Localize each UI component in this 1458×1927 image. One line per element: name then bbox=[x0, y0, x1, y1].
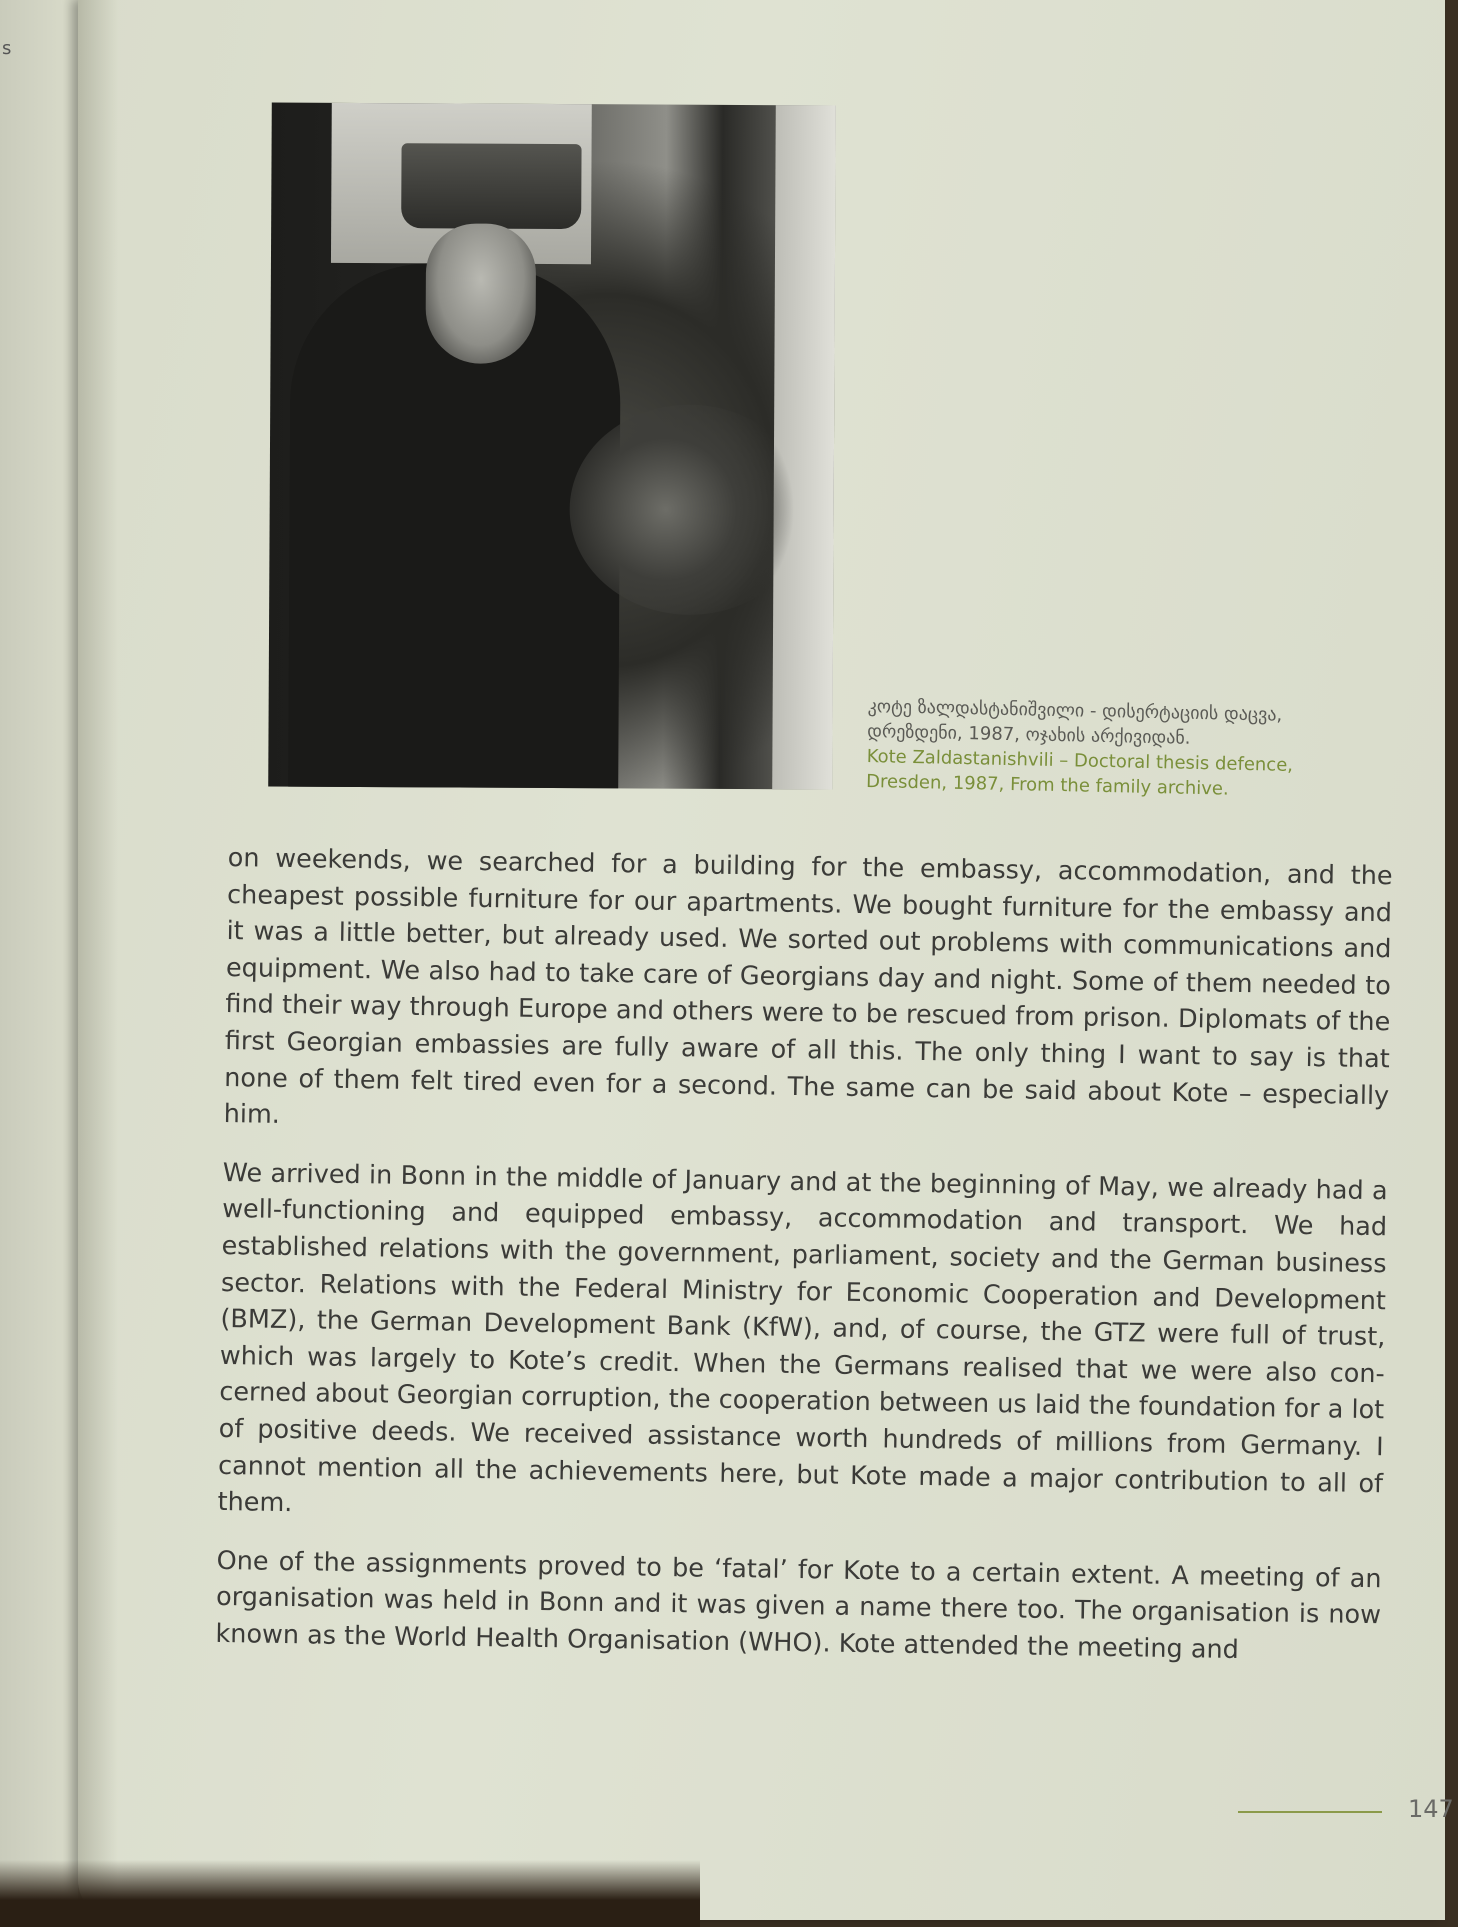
caption-english-line-2: Dresden, 1987, From the family archive. bbox=[865, 770, 1229, 800]
photo-caption bbox=[866, 694, 1368, 804]
table-surface bbox=[0, 1860, 700, 1927]
caption-english-line-1: Kote Zaldastanishvili – Doctoral thesis defence, bbox=[866, 745, 1294, 776]
paragraph-2: We arrived in Bonn in the middle of January and at the beginning of May, we already had a well-functioning and equipped embassy, accommodation and transport. We had established relations with the government, parliament, society and the German business sector. Relations with the Federal Ministry for Economic Cooperation and Development (BMZ), the German Development Bank (KfW), and, of course, the GTZ were full of trust, which was largely to Kote’s credit. When the Germans realised that we were also concerned about Georgian corruption, the cooperation between us laid the foundation for a lot of positive deeds. We received assistance worth hundreds of millions from Germany. I cannot mention all the achievements here, but Kote made a major contribution to all of them. bbox=[217, 1157, 1388, 1519]
paragraph-1: on weekends, we searched for a building for the embassy, accommodation, and the cheapest possible furniture for our apartments. We bought furniture for the embassy and it was a little better, but already used. We sorted out problems with communications and equipment. We also had to take care of Georgians day and night. Some of them needed to find their way through Europe and others were to be rescued from prison. Diplomats of the first Georgian embassies are fully aware of all this. The only thing I want to say is that none of them felt tired even for a second. The same can be said about Kote – especially him. bbox=[223, 842, 1393, 1131]
paragraph-3: One of the assignments proved to be ‘fatal’ for Kote to a certain extent. A meeting of an organisation was held in Bonn and it was given a name there too. The organisation is now known as the World Health Organisation (WHO). Kote attended the meeting and bbox=[215, 1545, 1382, 1665]
archive-photo bbox=[268, 103, 836, 790]
photo-flower-bouquet bbox=[569, 404, 810, 615]
photo-academic-cap bbox=[401, 143, 581, 229]
caption-georgian-line-2: დრეზდენი, 1987, ოჯახის არქივიდან. bbox=[866, 720, 1191, 749]
facing-page-glyph: s bbox=[2, 38, 12, 59]
page-number: 147 bbox=[1408, 1795, 1454, 1823]
photo-face bbox=[425, 223, 536, 364]
book-page bbox=[78, 0, 1454, 1920]
page-folio bbox=[1238, 1795, 1458, 1825]
body-text bbox=[215, 840, 1393, 1693]
caption-georgian-line-1: კოტე ზალდასტანიშვილი - დისერტაციის დაცვა, bbox=[867, 695, 1283, 726]
folio-rule bbox=[1238, 1811, 1382, 1813]
facing-page-edge bbox=[0, 0, 90, 1927]
